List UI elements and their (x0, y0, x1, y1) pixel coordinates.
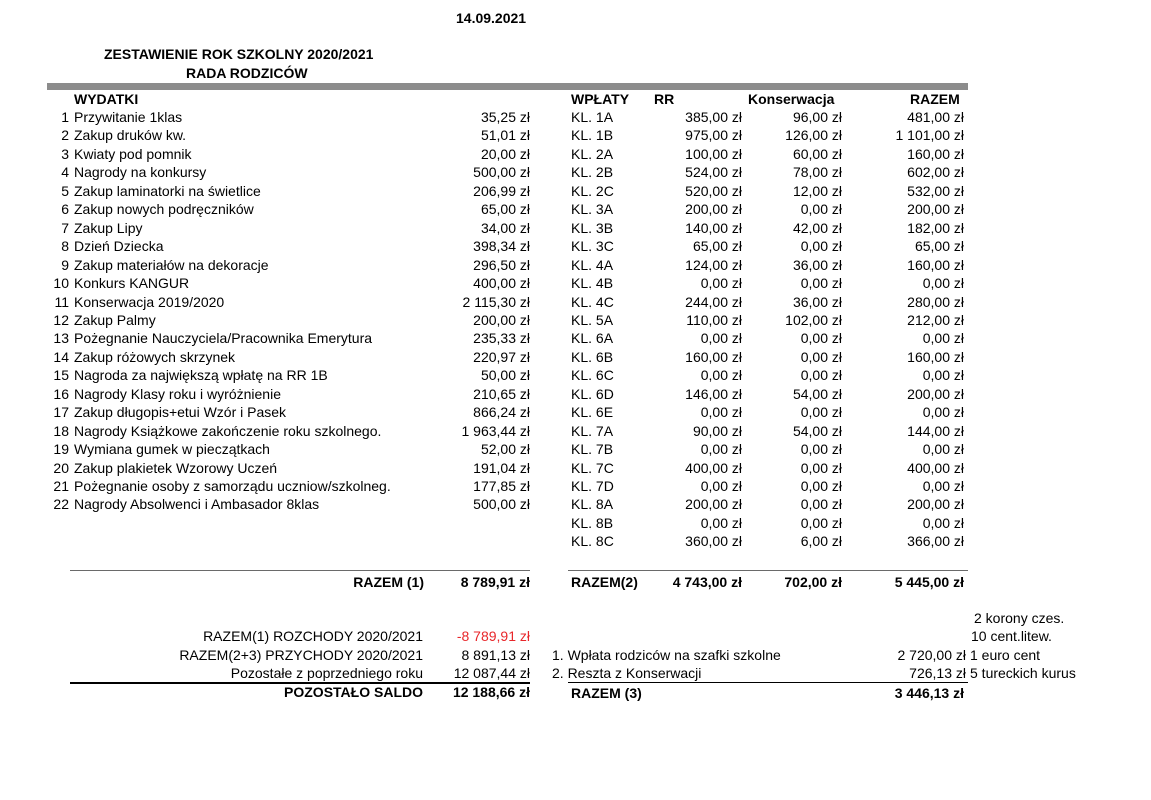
expense-description: Zakup druków kw. (74, 127, 187, 143)
expenses-total-value: 8 789,91 zł (460, 574, 530, 590)
expense-amount: 35,25 zł (480, 109, 530, 125)
expense-description: Konkurs KANGUR (74, 275, 190, 291)
payment-total: 481,00 zł (907, 109, 964, 125)
expense-number: 3 (61, 146, 69, 162)
payment-rr: 200,00 zł (685, 201, 742, 217)
expense-number: 14 (53, 349, 69, 365)
payment-class: KL. 6D (571, 386, 614, 402)
payment-total: 160,00 zł (907, 257, 964, 273)
expense-amount: 500,00 zł (473, 164, 530, 180)
payment-total: 0,00 zł (922, 367, 964, 383)
other-income-divider (568, 682, 968, 683)
payment-konserwacja: 54,00 zł (792, 423, 842, 439)
payment-rr: 0,00 zł (700, 367, 742, 383)
payment-class: KL. 6C (571, 367, 614, 383)
payment-konserwacja: 60,00 zł (792, 146, 842, 162)
payment-total: 1 101,00 zł (895, 127, 964, 143)
payment-class: KL. 4C (571, 294, 614, 310)
expense-amount: 52,00 zł (480, 441, 530, 457)
expense-number: 12 (53, 312, 69, 328)
payment-konserwacja: 36,00 zł (792, 257, 842, 273)
payment-konserwacja: 0,00 zł (800, 460, 842, 476)
expense-number: 13 (53, 330, 69, 346)
payment-class: KL. 7C (571, 460, 614, 476)
payment-konserwacja: 0,00 zł (800, 201, 842, 217)
payment-rr: 0,00 zł (700, 404, 742, 420)
payment-konserwacja: 12,00 zł (792, 183, 842, 199)
payment-class: KL. 6E (571, 404, 614, 420)
expense-number: 17 (53, 404, 69, 420)
payment-total: 280,00 zł (907, 294, 964, 310)
expense-description: Przywitanie 1klas (74, 109, 183, 125)
expense-description: Kwiaty pod pomnik (74, 146, 192, 162)
payments-rr-header: RR (654, 91, 675, 107)
expense-number: 10 (53, 275, 69, 291)
expense-description: Zakup laminatorki na świetlice (74, 183, 261, 199)
payment-rr: 0,00 zł (700, 478, 742, 494)
payment-rr: 160,00 zł (685, 349, 742, 365)
coins-note-line4: 5 tureckich kurus (970, 665, 1076, 681)
expense-description: Nagrody Absolwenci i Ambasador 8klas (74, 496, 320, 512)
expense-amount: 50,00 zł (480, 367, 530, 383)
payment-class: KL. 8C (571, 533, 614, 549)
expense-number: 1 (61, 109, 69, 125)
expense-description: Zakup plakietek Wzorowy Uczeń (74, 460, 278, 476)
payment-konserwacja: 0,00 zł (800, 496, 842, 512)
payments-total-header: RAZEM (910, 91, 960, 107)
expense-number: 9 (61, 257, 69, 273)
payment-rr: 100,00 zł (685, 146, 742, 162)
expense-description: Nagrody Książkowe zakończenie roku szkolnego. (74, 423, 382, 439)
payment-rr: 0,00 zł (700, 275, 742, 291)
expense-number: 11 (54, 294, 69, 310)
payment-class: KL. 2C (571, 183, 614, 199)
coins-note-line2: 10 cent.litew. (971, 628, 1052, 644)
payment-konserwacja: 126,00 zł (785, 127, 842, 143)
payment-rr: 146,00 zł (685, 386, 742, 402)
expense-amount: 65,00 zł (480, 201, 530, 217)
payment-class: KL. 3B (571, 220, 614, 236)
expense-number: 20 (53, 460, 69, 476)
expenses-total-divider (70, 570, 530, 571)
payment-konserwacja: 0,00 zł (800, 367, 842, 383)
expense-number: 6 (61, 201, 69, 217)
expense-number: 8 (61, 238, 69, 254)
expense-number: 4 (61, 164, 69, 180)
payments-total-all: 5 445,00 zł (894, 574, 964, 590)
payments-total-divider (568, 570, 968, 571)
payment-total: 212,00 zł (907, 312, 964, 328)
payment-rr: 400,00 zł (685, 460, 742, 476)
expense-description: Pożegnanie osoby z samorządu uczniow/szkolneg. (74, 478, 391, 494)
other-income-total-label: RAZEM (3) (571, 685, 642, 701)
payments-total-rr: 4 743,00 zł (672, 574, 742, 590)
payment-class: KL. 8A (571, 496, 614, 512)
expenses-header: WYDATKI (74, 91, 139, 107)
report-date: 14.09.2021 (456, 10, 527, 26)
payment-konserwacja: 0,00 zł (800, 349, 842, 365)
payment-konserwacja: 54,00 zł (792, 386, 842, 402)
payment-total: 0,00 zł (922, 404, 964, 420)
payment-class: KL. 7D (571, 478, 614, 494)
expense-amount: 296,50 zł (473, 257, 530, 273)
expense-description: Nagroda za największą wpłatę na RR 1B (74, 367, 328, 383)
expense-amount: 20,00 zł (480, 146, 530, 162)
payment-rr: 0,00 zł (700, 330, 742, 346)
payment-class: KL. 6A (571, 330, 614, 346)
payment-class: KL. 2B (571, 164, 614, 180)
expense-amount: 191,04 zł (473, 460, 530, 476)
other-income-total-value: 3 446,13 zł (894, 685, 964, 701)
expense-amount: 51,01 zł (480, 127, 530, 143)
expenses-total-label: RAZEM (1) (353, 574, 424, 590)
payment-konserwacja: 0,00 zł (800, 441, 842, 457)
expense-amount: 235,33 zł (473, 330, 530, 346)
coins-note-line3: 1 euro cent (970, 647, 1041, 663)
payment-total: 532,00 zł (907, 183, 964, 199)
report-title: ZESTAWIENIE ROK SZKOLNY 2020/2021 (104, 46, 374, 62)
payment-rr: 244,00 zł (685, 294, 742, 310)
payment-total: 200,00 zł (907, 496, 964, 512)
payment-class: KL. 4A (571, 257, 614, 273)
przychody-label: RAZEM(2+3) PRZYCHODY 2020/2021 (179, 647, 423, 663)
payment-rr: 0,00 zł (700, 515, 742, 531)
payment-class: KL. 1B (571, 127, 614, 143)
payment-konserwacja: 102,00 zł (785, 312, 842, 328)
payment-rr: 0,00 zł (700, 441, 742, 457)
payment-rr: 124,00 zł (685, 257, 742, 273)
header-divider (47, 83, 968, 90)
expense-description: Zakup nowych podręczników (74, 201, 254, 217)
rozchody-label: RAZEM(1) ROZCHODY 2020/2021 (203, 628, 423, 644)
saldo-value: 12 188,66 zł (452, 684, 530, 700)
expense-description: Pożegnanie Nauczyciela/Pracownika Emerytura (74, 330, 373, 346)
payments-konserwacja-header: Konserwacja (748, 91, 835, 107)
payment-konserwacja: 0,00 zł (800, 404, 842, 420)
payments-total-label: RAZEM(2) (571, 574, 638, 590)
payment-konserwacja: 78,00 zł (792, 164, 842, 180)
expense-description: Dzień Dziecka (74, 238, 164, 254)
payment-class: KL. 3A (571, 201, 614, 217)
payment-total: 182,00 zł (907, 220, 964, 236)
expense-description: Zakup Palmy (74, 312, 156, 328)
expense-number: 22 (53, 496, 69, 512)
payment-total: 0,00 zł (922, 441, 964, 457)
payment-konserwacja: 0,00 zł (800, 478, 842, 494)
payment-class: KL. 4B (571, 275, 614, 291)
payment-total: 0,00 zł (922, 330, 964, 346)
payment-rr: 520,00 zł (685, 183, 742, 199)
payment-total: 160,00 zł (907, 349, 964, 365)
payment-konserwacja: 96,00 zł (792, 109, 842, 125)
payment-class: KL. 2A (571, 146, 614, 162)
payment-rr: 524,00 zł (685, 164, 742, 180)
payment-konserwacja: 0,00 zł (800, 238, 842, 254)
payment-rr: 385,00 zł (685, 109, 742, 125)
coins-note-line1: 2 korony czes. (974, 610, 1065, 626)
payment-konserwacja: 0,00 zł (800, 275, 842, 291)
expense-amount: 398,34 zł (473, 238, 530, 254)
expense-number: 7 (61, 220, 69, 236)
expense-number: 19 (53, 441, 69, 457)
expense-number: 2 (61, 127, 69, 143)
payment-total: 602,00 zł (907, 164, 964, 180)
payment-class: KL. 8B (571, 515, 614, 531)
other-income-item1-label: 1. Wpłata rodziców na szafki szkolne (552, 647, 781, 663)
expense-description: Zakup materiałów na dekoracje (74, 257, 269, 273)
expense-description: Nagrody Klasy roku i wyróżnienie (74, 386, 281, 402)
payment-rr: 200,00 zł (685, 496, 742, 512)
report-subtitle: RADA RODZICÓW (186, 65, 308, 81)
payments-class-header: WPŁATY (571, 91, 630, 107)
payment-rr: 360,00 zł (685, 533, 742, 549)
expense-amount: 206,99 zł (473, 183, 530, 199)
other-income-item1-value: 2 720,00 zł (897, 647, 966, 663)
payment-rr: 90,00 zł (692, 423, 742, 439)
payment-rr: 110,00 zł (686, 312, 742, 328)
payment-total: 0,00 zł (922, 275, 964, 291)
payment-total: 200,00 zł (907, 386, 964, 402)
expense-number: 21 (53, 478, 69, 494)
payment-total: 65,00 zł (914, 238, 964, 254)
payment-rr: 975,00 zł (685, 127, 742, 143)
expense-amount: 400,00 zł (473, 275, 530, 291)
expense-description: Zakup Lipy (74, 220, 143, 236)
other-income-item2-value: 726,13 zł (909, 665, 966, 681)
payment-total: 200,00 zł (907, 201, 964, 217)
expense-description: Konserwacja 2019/2020 (74, 294, 225, 310)
payment-konserwacja: 36,00 zł (792, 294, 842, 310)
przychody-value: 8 891,13 zł (461, 647, 530, 663)
expense-amount: 210,65 zł (473, 386, 530, 402)
payment-konserwacja: 0,00 zł (800, 515, 842, 531)
expense-number: 5 (61, 183, 69, 199)
payment-class: KL. 7B (571, 441, 614, 457)
expense-description: Wymiana gumek w pieczątkach (74, 441, 270, 457)
payment-total: 160,00 zł (907, 146, 964, 162)
expense-amount: 866,24 zł (473, 404, 530, 420)
expense-description: Zakup różowych skrzynek (74, 349, 236, 365)
payment-konserwacja: 6,00 zł (800, 533, 842, 549)
expense-number: 18 (53, 423, 69, 439)
payment-konserwacja: 0,00 zł (800, 330, 842, 346)
rozchody-value: -8 789,91 zł (456, 628, 530, 644)
expense-description: Nagrody na konkursy (74, 164, 207, 180)
expense-description: Zakup długopis+etui Wzór i Pasek (74, 404, 287, 420)
payment-total: 400,00 zł (907, 460, 964, 476)
payment-total: 0,00 zł (922, 478, 964, 494)
payment-rr: 140,00 zł (685, 220, 742, 236)
payment-class: KL. 6B (571, 349, 614, 365)
expense-number: 16 (53, 386, 69, 402)
payment-total: 0,00 zł (922, 515, 964, 531)
payment-konserwacja: 42,00 zł (792, 220, 842, 236)
payments-total-konserwacja: 702,00 zł (784, 574, 842, 590)
other-income-item2-label: 2. Reszta z Konserwacji (552, 665, 702, 681)
payment-total: 144,00 zł (907, 423, 964, 439)
previous-year-value: 12 087,44 zł (453, 665, 530, 681)
expense-number: 15 (53, 367, 69, 383)
payment-class: KL. 1A (571, 109, 614, 125)
expense-amount: 177,85 zł (473, 478, 530, 494)
expense-amount: 2 115,30 zł (462, 294, 530, 310)
expense-amount: 1 963,44 zł (461, 423, 530, 439)
expense-amount: 220,97 zł (473, 349, 530, 365)
expense-amount: 34,00 zł (480, 220, 530, 236)
expense-amount: 200,00 zł (473, 312, 530, 328)
payment-class: KL. 7A (571, 423, 614, 439)
expense-amount: 500,00 zł (473, 496, 530, 512)
saldo-label: POZOSTAŁO SALDO (284, 684, 423, 700)
payment-class: KL. 3C (571, 238, 614, 254)
payment-total: 366,00 zł (907, 533, 964, 549)
payment-class: KL. 5A (571, 312, 614, 328)
payment-rr: 65,00 zł (692, 238, 742, 254)
previous-year-label: Pozostałe z poprzedniego roku (230, 665, 423, 681)
